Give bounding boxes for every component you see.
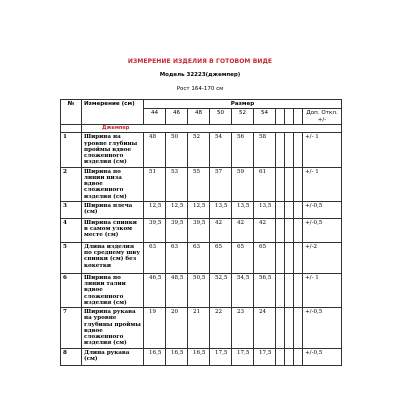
table-row	[61, 133, 342, 167]
size-value: 17,5	[254, 348, 276, 365]
col-header-size: Размер	[144, 100, 342, 109]
empty-cell	[276, 167, 285, 201]
empty-cell	[285, 167, 294, 201]
size-value: 21	[188, 308, 210, 349]
measurement-name: Ширина спинки в самом узком месте (см)	[82, 218, 144, 242]
empty-cell	[276, 242, 285, 273]
size-value: 65	[232, 242, 254, 273]
size-header: 50	[210, 109, 232, 125]
empty-cell	[285, 133, 294, 167]
empty-cell	[294, 218, 303, 242]
empty-cell	[285, 218, 294, 242]
size-header: 46	[166, 109, 188, 125]
size-header: 54	[254, 109, 276, 125]
size-header: 48	[188, 109, 210, 125]
size-value: 20	[166, 308, 188, 349]
size-value: 46,5	[144, 273, 166, 307]
size-value: 17,5	[232, 348, 254, 365]
size-value: 23	[232, 308, 254, 349]
empty-cell	[285, 348, 294, 365]
empty-cell	[285, 201, 294, 218]
table-row	[61, 167, 342, 201]
size-value: 61	[254, 167, 276, 201]
size-value: 52,5	[210, 273, 232, 307]
empty-cell	[276, 218, 285, 242]
empty-cell	[294, 242, 303, 273]
empty-cell	[285, 242, 294, 273]
empty-cell	[285, 273, 294, 307]
size-value: 52	[188, 133, 210, 167]
table-row	[61, 348, 342, 365]
empty-cell	[276, 273, 285, 307]
col-header-no: №	[61, 100, 82, 125]
size-value: 12,5	[166, 201, 188, 218]
empty-cell	[276, 308, 285, 349]
size-value: 63	[188, 242, 210, 273]
empty-cell	[294, 273, 303, 307]
section-label: Джемпер	[82, 124, 342, 133]
size-value: 12,5	[144, 201, 166, 218]
empty-cell	[285, 308, 294, 349]
row-number: 2	[61, 167, 82, 201]
size-value: 39,5	[144, 218, 166, 242]
row-number: 6	[61, 273, 82, 307]
size-value: 63	[144, 242, 166, 273]
size-value: 22	[210, 308, 232, 349]
empty-cell	[276, 201, 285, 218]
size-chart-table	[60, 99, 342, 366]
size-value: 42	[210, 218, 232, 242]
size-value: 56,5	[254, 273, 276, 307]
empty-cell	[285, 109, 294, 125]
col-header-tolerance: Доп. Откл. +/-	[303, 109, 342, 125]
size-value: 42	[254, 218, 276, 242]
size-value: 42	[232, 218, 254, 242]
measurement-name: Ширина по линии талии вдвое сложенного изделия (см)	[82, 273, 144, 307]
size-value: 63	[166, 242, 188, 273]
size-value: 39,5	[188, 218, 210, 242]
size-header: 52	[232, 109, 254, 125]
size-value: 65	[254, 242, 276, 273]
size-value: 16,5	[144, 348, 166, 365]
size-value: 50	[166, 133, 188, 167]
document-title: ИЗМЕРЕНИЕ ИЗДЕЛИЯ В ГОТОВОМ ВИДЕ	[127, 58, 273, 65]
tolerance-value: +/-2	[303, 242, 342, 273]
size-value: 58	[254, 133, 276, 167]
size-value: 54,5	[232, 273, 254, 307]
measurement-name: Длина изделия по среднему шву спинки (см) без кокетки	[82, 242, 144, 273]
size-value: 17,5	[210, 348, 232, 365]
measurement-name: Ширина на уровне глубины проймы вдвое сложенного изделия (см)	[82, 133, 144, 167]
table-row	[61, 242, 342, 273]
size-value: 24	[254, 308, 276, 349]
size-value: 13,5	[210, 201, 232, 218]
row-number: 1	[61, 133, 82, 167]
table-row	[61, 273, 342, 307]
tolerance-value: +/- 1	[303, 133, 342, 167]
empty-cell	[294, 167, 303, 201]
row-number: 4	[61, 218, 82, 242]
size-value: 16,5	[166, 348, 188, 365]
size-value: 48,5	[166, 273, 188, 307]
col-header-measure: Измерение (см)	[82, 100, 144, 125]
size-value: 51	[144, 167, 166, 201]
tolerance-value: +/-0,5	[303, 218, 342, 242]
size-value: 56	[232, 133, 254, 167]
table-header-row	[61, 100, 342, 109]
measurement-name: Длина рукава (см)	[82, 348, 144, 365]
empty-cell	[294, 201, 303, 218]
tolerance-value: +/-0,5	[303, 308, 342, 349]
table-row	[61, 218, 342, 242]
section-row	[61, 124, 342, 133]
empty-cell	[276, 109, 285, 125]
measurement-name: Ширина плеча (см)	[82, 201, 144, 218]
tolerance-value: +/-0,5	[303, 201, 342, 218]
size-value: 65	[210, 242, 232, 273]
model-name: Модель 32223(джемпер)	[159, 72, 241, 78]
size-value: 59	[232, 167, 254, 201]
size-value: 13,5	[232, 201, 254, 218]
row-number: 5	[61, 242, 82, 273]
measurement-name: Ширина рукава на уровне глубины проймы вдвое сложенного изделия (см)	[82, 308, 144, 349]
size-value: 12,5	[188, 201, 210, 218]
size-value: 57	[210, 167, 232, 201]
table-row	[61, 308, 342, 349]
empty-cell	[294, 348, 303, 365]
empty-cell	[61, 124, 82, 133]
row-number: 8	[61, 348, 82, 365]
empty-cell	[294, 133, 303, 167]
empty-cell	[276, 348, 285, 365]
empty-cell	[294, 109, 303, 125]
size-value: 16,5	[188, 348, 210, 365]
height-range: Рост 164-170 см	[176, 86, 224, 92]
size-value: 55	[188, 167, 210, 201]
size-value: 53	[166, 167, 188, 201]
table-row	[61, 201, 342, 218]
row-number: 3	[61, 201, 82, 218]
size-value: 13,5	[254, 201, 276, 218]
size-header: 44	[144, 109, 166, 125]
empty-cell	[276, 133, 285, 167]
size-value: 48	[144, 133, 166, 167]
tolerance-value: +/- 1	[303, 273, 342, 307]
tolerance-value: +/- 1	[303, 167, 342, 201]
size-value: 19	[144, 308, 166, 349]
row-number: 7	[61, 308, 82, 349]
size-value: 50,5	[188, 273, 210, 307]
measurement-name: Ширина по линии низа вдвое сложенного изделия (см)	[82, 167, 144, 201]
size-value: 39,5	[166, 218, 188, 242]
empty-cell	[294, 308, 303, 349]
size-value: 54	[210, 133, 232, 167]
tolerance-value: +/-0,5	[303, 348, 342, 365]
